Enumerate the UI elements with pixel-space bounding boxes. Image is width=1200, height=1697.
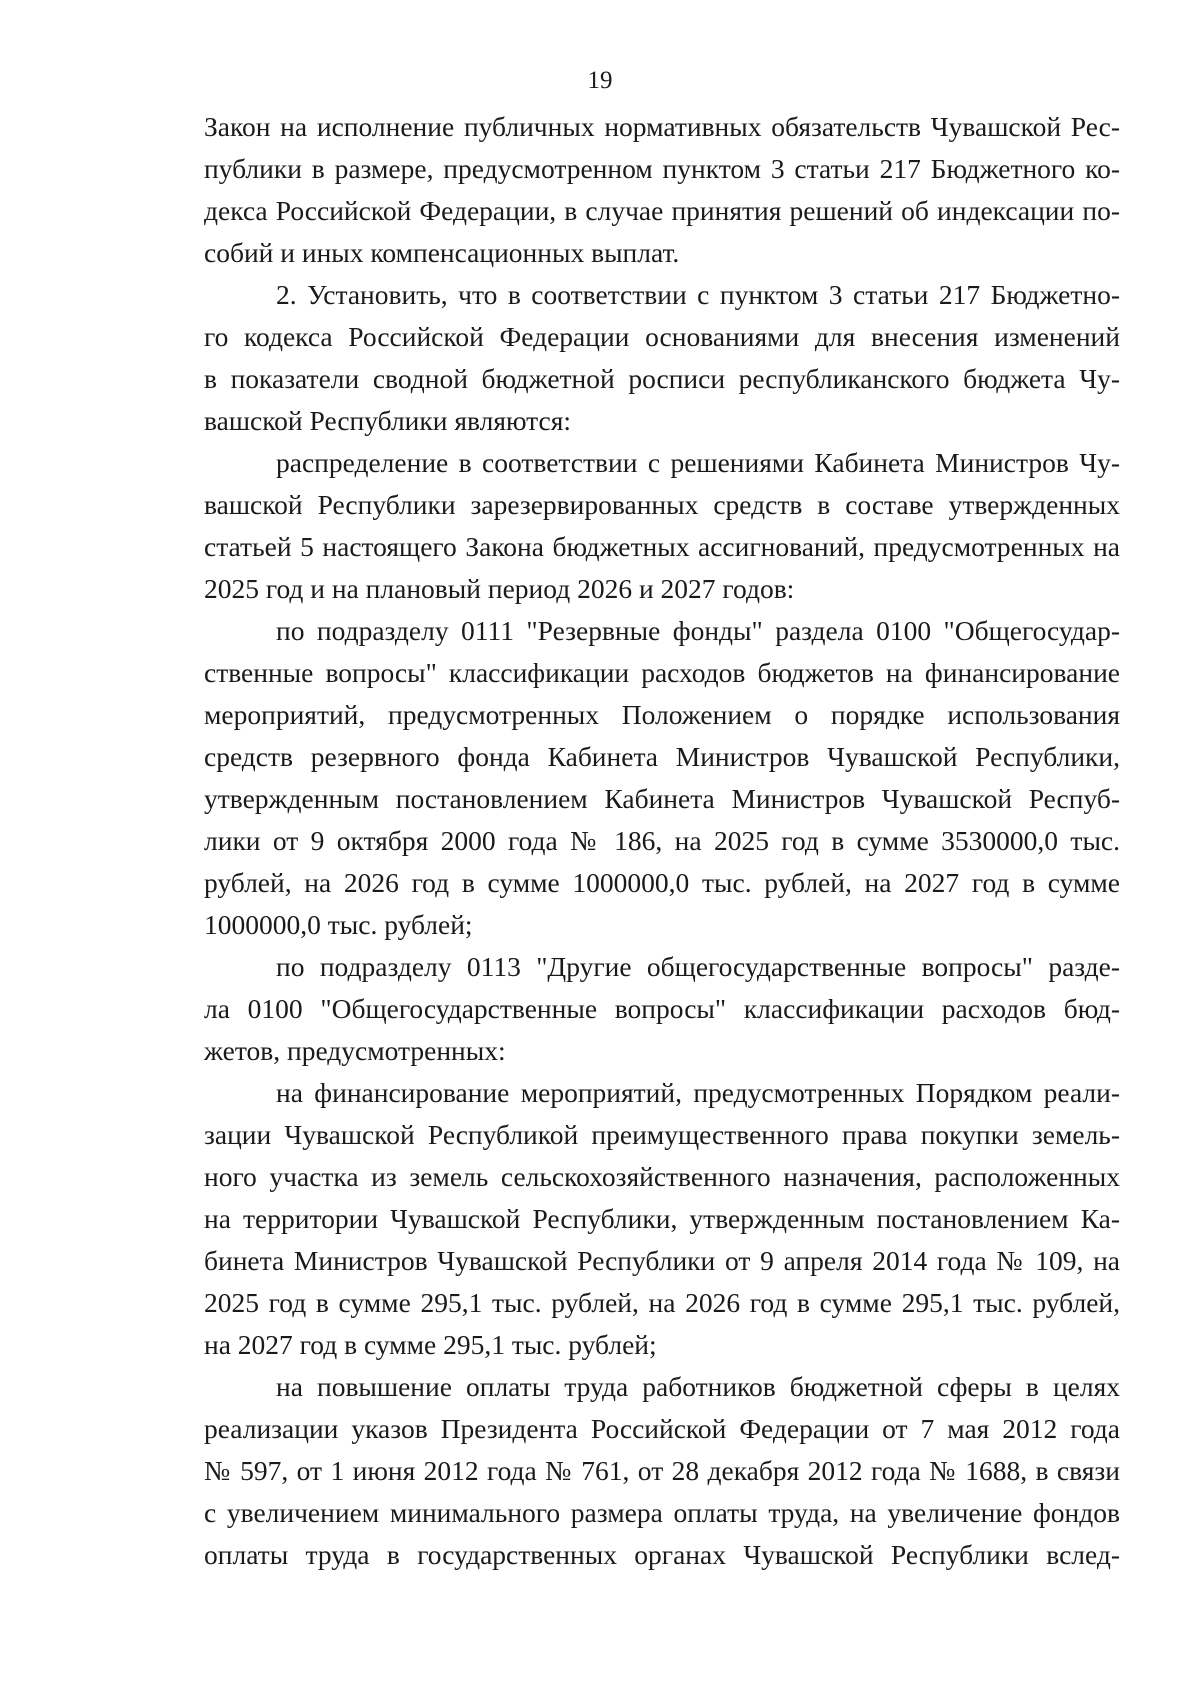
- text-line: мероприятий, предусмотренных Положением о порядке использования: [204, 699, 1120, 730]
- text-line: утвержденным постановлением Кабинета Министров Чувашской Респуб-: [204, 783, 1120, 814]
- text-line: распределение в соответствии с решениями Кабинета Министров Чу-: [276, 447, 1120, 478]
- paragraph: [204, 1366, 1120, 1576]
- text-line: № 597, от 1 июня 2012 года № 761, от 28 декабря 2012 года № 1688, в связи: [204, 1455, 1120, 1486]
- document-body: [204, 106, 1120, 1576]
- paragraph: [204, 442, 1120, 610]
- text-line: публики в размере, предусмотренном пунктом 3 статьи 217 Бюджетного ко-: [204, 153, 1120, 184]
- text-line: статьей 5 настоящего Закона бюджетных ассигнований, предусмотренных на: [204, 531, 1120, 562]
- text-line: ного участка из земель сельскохозяйственного назначения, расположенных: [204, 1161, 1120, 1192]
- text-line: на повышение оплаты труда работников бюджетной сферы в целях: [276, 1371, 1120, 1402]
- text-line: с увеличением минимального размера оплаты труда, на увеличение фондов: [204, 1497, 1120, 1528]
- paragraph: [204, 274, 1120, 442]
- text-line: вашской Республики являются:: [204, 405, 572, 436]
- paragraph: [204, 946, 1120, 1072]
- paragraph: [204, 1072, 1120, 1366]
- text-line: реализации указов Президента Российской Федерации от 7 мая 2012 года: [204, 1413, 1120, 1444]
- text-line: на финансирование мероприятий, предусмотренных Порядком реали-: [276, 1077, 1120, 1108]
- text-line: 2. Установить, что в соответствии с пунктом 3 статьи 217 Бюджетно-: [276, 279, 1120, 310]
- text-line: декса Российской Федерации, в случае принятия решений об индексации по-: [204, 195, 1120, 226]
- paragraph: [204, 610, 1120, 946]
- text-line: 2025 год и на плановый период 2026 и 2027 годов:: [204, 573, 795, 604]
- text-line: лики от 9 октября 2000 года № 186, на 2025 год в сумме 3530000,0 тыс.: [204, 825, 1120, 856]
- text-line: 2025 год в сумме 295,1 тыс. рублей, на 2026 год в сумме 295,1 тыс. рублей,: [204, 1287, 1120, 1318]
- text-line: собий и иных компенсационных выплат.: [204, 237, 680, 268]
- text-line: зации Чувашской Республикой преимущественного права покупки земель-: [204, 1119, 1120, 1150]
- text-line: по подразделу 0111 "Резервные фонды" раздела 0100 "Общегосудар-: [276, 615, 1120, 646]
- text-line: на 2027 год в сумме 295,1 тыс. рублей;: [204, 1329, 657, 1360]
- text-line: ственные вопросы" классификации расходов бюджетов на финансирование: [204, 657, 1120, 688]
- text-line: на территории Чувашской Республики, утвержденным постановлением Ка-: [204, 1203, 1120, 1234]
- text-line: го кодекса Российской Федерации основаниями для внесения изменений: [204, 321, 1120, 352]
- text-line: средств резервного фонда Кабинета Министров Чувашской Республики,: [204, 741, 1120, 772]
- page-number: 19: [587, 67, 613, 94]
- text-line: жетов, предусмотренных:: [204, 1035, 506, 1066]
- text-line: Закон на исполнение публичных нормативных обязательств Чувашской Рес-: [204, 111, 1120, 142]
- paragraph: [204, 106, 1120, 274]
- text-line: ла 0100 "Общегосударственные вопросы" классификации расходов бюд-: [204, 993, 1120, 1024]
- text-line: в показатели сводной бюджетной росписи республиканского бюджета Чу-: [204, 363, 1120, 394]
- text-line: вашской Республики зарезервированных средств в составе утвержденных: [204, 489, 1120, 520]
- text-line: оплаты труда в государственных органах Чувашской Республики вслед-: [204, 1539, 1120, 1570]
- text-line: по подразделу 0113 "Другие общегосударственные вопросы" разде-: [276, 951, 1120, 982]
- text-line: рублей, на 2026 год в сумме 1000000,0 тыс. рублей, на 2027 год в сумме: [204, 867, 1120, 898]
- text-line: 1000000,0 тыс. рублей;: [204, 909, 473, 940]
- text-line: бинета Министров Чувашской Республики от 9 апреля 2014 года № 109, на: [204, 1245, 1120, 1276]
